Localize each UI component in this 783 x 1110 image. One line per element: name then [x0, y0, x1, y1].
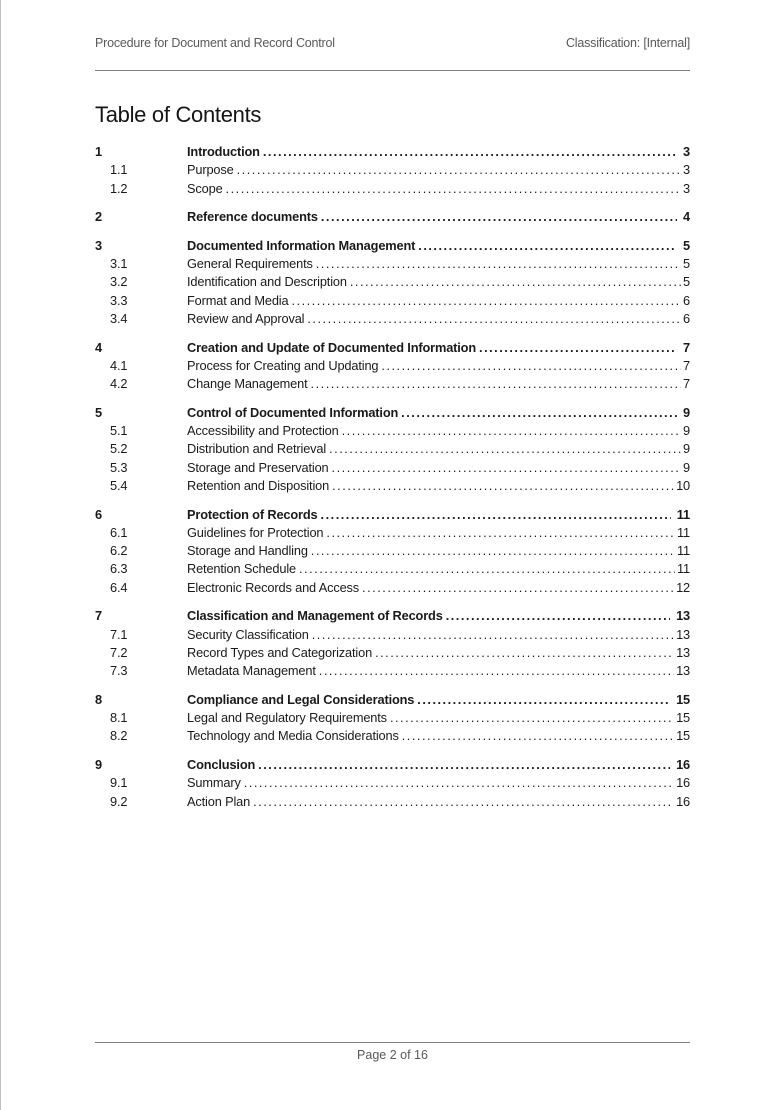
toc-entry-8.1[interactable] — [95, 709, 690, 727]
toc-entry-title: Creation and Update of Documented Information — [187, 339, 477, 355]
document-footer — [95, 1042, 690, 1063]
toc-entry-page-number: 15 — [676, 728, 690, 744]
toc-entry-title: Scope — [187, 180, 223, 196]
toc-dot-leader — [319, 662, 674, 680]
toc-dot-leader — [446, 607, 670, 625]
toc-dot-leader — [263, 143, 677, 161]
toc-entry-page-number: 13 — [676, 663, 690, 679]
toc-entry-7.1[interactable] — [95, 626, 690, 644]
toc-entry-number: 5.4 — [110, 477, 128, 493]
toc-entry-title: Guidelines for Protection — [187, 524, 324, 540]
toc-dot-leader — [381, 357, 681, 375]
toc-entry-page-number: 13 — [676, 608, 690, 624]
toc-entry-title: Metadata Management — [187, 663, 316, 679]
toc-entry-title: Control of Documented Information — [187, 404, 399, 420]
toc-dot-leader — [299, 560, 675, 578]
toc-dot-leader — [307, 310, 681, 328]
toc-entry-page-number: 15 — [676, 710, 690, 726]
document-header — [95, 0, 690, 71]
toc-entry-page-number: 5 — [683, 274, 690, 290]
toc-entry-3[interactable] — [95, 237, 690, 255]
toc-dot-leader — [253, 793, 674, 811]
toc-dot-leader — [312, 626, 674, 644]
toc-entry-number: 2 — [95, 209, 102, 225]
toc-entry-page-number: 9 — [683, 423, 690, 439]
toc-entry-title: Format and Media — [187, 292, 289, 308]
toc-dot-leader — [237, 161, 681, 179]
toc-entry-number: 9 — [95, 756, 102, 772]
toc-entry-number: 5 — [95, 404, 102, 420]
toc-dot-leader — [350, 273, 681, 291]
toc-entry-number: 5.1 — [110, 423, 128, 439]
toc-entry-number: 4 — [95, 339, 102, 355]
toc-dot-leader — [401, 404, 677, 422]
toc-entry-title: Action Plan — [187, 793, 251, 809]
toc-entry-6[interactable] — [95, 506, 690, 524]
toc-entry-page-number: 3 — [683, 180, 690, 196]
toc-entry-page-number: 9 — [683, 459, 690, 475]
toc-dot-leader — [417, 691, 670, 709]
toc-entry-title: Distribution and Retrieval — [187, 441, 327, 457]
toc-dot-leader — [418, 237, 677, 255]
toc-entry-9.2[interactable] — [95, 793, 690, 811]
toc-entry-1[interactable] — [95, 143, 690, 161]
toc-entry-8[interactable] — [95, 691, 690, 709]
toc-dot-leader — [402, 727, 674, 745]
toc-entry-number: 1.1 — [110, 162, 128, 178]
toc-entry-page-number: 6 — [683, 292, 690, 308]
toc-entry-title: Protection of Records — [187, 506, 318, 522]
toc-entry-page-number: 7 — [683, 339, 690, 355]
toc-entry-3.4[interactable] — [95, 310, 690, 328]
toc-entry-page-number: 15 — [676, 691, 690, 707]
footer-page-number: Page 2 of 16 — [357, 1048, 428, 1062]
toc-dot-leader — [258, 756, 670, 774]
toc-entry-1.1[interactable] — [95, 161, 690, 179]
toc-dot-leader — [311, 542, 675, 560]
toc-entry-number: 7 — [95, 608, 102, 624]
toc-entry-number: 4.1 — [110, 357, 128, 373]
toc-entry-number: 8 — [95, 691, 102, 707]
toc-entry-number: 5.3 — [110, 459, 128, 475]
toc-entry-4.1[interactable] — [95, 357, 690, 375]
toc-entry-page-number: 10 — [676, 477, 690, 493]
toc-entry-title: Summary — [187, 775, 241, 791]
toc-entry-page-number: 12 — [676, 579, 690, 595]
toc-entry-number: 7.3 — [110, 663, 128, 679]
toc-dot-leader — [332, 459, 682, 477]
toc-entry-2[interactable] — [95, 208, 690, 226]
toc-dot-leader — [226, 180, 681, 198]
toc-entry-number: 6.4 — [110, 579, 128, 595]
toc-entry-number: 5.2 — [110, 441, 128, 457]
toc-entry-number: 6 — [95, 506, 102, 522]
toc-dot-leader — [326, 524, 675, 542]
toc-entry-title: Security Classification — [187, 626, 309, 642]
toc-entry-number: 6.2 — [110, 543, 128, 559]
document-page — [95, 0, 690, 811]
toc-entry-4[interactable] — [95, 339, 690, 357]
toc-entry-page-number: 5 — [683, 256, 690, 272]
toc-entry-4.2[interactable] — [95, 375, 690, 393]
toc-dot-leader — [291, 292, 681, 310]
toc-entry-page-number: 3 — [683, 162, 690, 178]
toc-entry-page-number: 16 — [676, 756, 690, 772]
toc-entry-page-number: 11 — [676, 506, 690, 522]
toc-entry-page-number: 13 — [676, 626, 690, 642]
toc-entry-page-number: 16 — [676, 793, 690, 809]
toc-entry-3.1[interactable] — [95, 255, 690, 273]
toc-entry-number: 9.1 — [110, 775, 128, 791]
toc — [95, 143, 690, 811]
toc-entry-page-number: 4 — [683, 209, 690, 225]
toc-entry-title: Classification and Management of Records — [187, 608, 443, 624]
toc-entry-title: Process for Creating and Updating — [187, 357, 379, 373]
toc-entry-title: Change Management — [187, 376, 308, 392]
toc-entry-page-number: 6 — [683, 310, 690, 326]
toc-entry-number: 8.1 — [110, 710, 128, 726]
toc-entry-5.2[interactable] — [95, 440, 690, 458]
toc-dot-leader — [311, 375, 682, 393]
toc-dot-leader — [362, 579, 674, 597]
toc-entry-5.3[interactable] — [95, 459, 690, 477]
toc-entry-5.1[interactable] — [95, 422, 690, 440]
toc-entry-title: Purpose — [187, 162, 234, 178]
toc-entry-3.3[interactable] — [95, 292, 690, 310]
header-classification-label: Classification: [Internal] — [565, 36, 690, 50]
toc-entry-page-number: 13 — [676, 644, 690, 660]
toc-entry-3.2[interactable] — [95, 273, 690, 291]
toc-entry-6.1[interactable] — [95, 524, 690, 542]
toc-entry-number: 3 — [95, 237, 102, 253]
toc-entry-page-number: 11 — [677, 543, 690, 559]
toc-entry-title: Documented Information Management — [187, 237, 416, 253]
toc-entry-title: Legal and Regulatory Requirements — [187, 710, 387, 726]
toc-entry-6.2[interactable] — [95, 542, 690, 560]
toc-entry-title: Record Types and Categorization — [187, 644, 373, 660]
toc-entry-number: 7.1 — [110, 626, 128, 642]
toc-entry-title: Retention Schedule — [187, 561, 296, 577]
toc-entry-page-number: 9 — [683, 441, 690, 457]
header-document-title: Procedure for Document and Record Control — [95, 36, 335, 50]
toc-entry-number: 3.3 — [110, 292, 128, 308]
toc-entry-title: Retention and Disposition — [187, 477, 330, 493]
toc-entry-5.4[interactable] — [95, 477, 690, 495]
toc-entry-7[interactable] — [95, 607, 690, 625]
toc-dot-leader — [321, 506, 671, 524]
toc-dot-leader — [321, 208, 677, 226]
toc-entry-title: General Requirements — [187, 256, 313, 272]
toc-entry-page-number: 3 — [683, 144, 690, 159]
toc-dot-leader — [329, 440, 681, 458]
toc-dot-leader — [316, 255, 681, 273]
page-title: Table of Contents — [95, 102, 262, 127]
toc-dot-leader — [244, 774, 674, 792]
toc-entry-page-number: 9 — [683, 404, 690, 420]
toc-entry-6.4[interactable] — [95, 579, 690, 597]
toc-entry-number: 6.3 — [110, 561, 128, 577]
toc-entry-5[interactable] — [95, 404, 690, 422]
toc-dot-leader — [390, 709, 674, 727]
toc-entry-title: Electronic Records and Access — [187, 579, 360, 595]
toc-entry-page-number: 11 — [677, 524, 690, 540]
toc-entry-title: Storage and Preservation — [187, 459, 329, 475]
toc-dot-leader — [479, 339, 677, 357]
toc-entry-number: 7.2 — [110, 644, 128, 660]
toc-entry-9.1[interactable] — [95, 774, 690, 792]
toc-entry-title: Review and Approval — [187, 310, 305, 326]
toc-entry-number: 1 — [95, 144, 102, 159]
toc-entry-number: 3.2 — [110, 274, 128, 290]
toc-entry-title: Technology and Media Considerations — [187, 728, 399, 744]
toc-entry-8.2[interactable] — [95, 727, 690, 745]
toc-dot-leader — [332, 477, 674, 495]
page-left-edge-line — [0, 0, 1, 1110]
toc-entry-7.2[interactable] — [95, 644, 690, 662]
toc-entry-page-number: 16 — [676, 775, 690, 791]
toc-entry-6.3[interactable] — [95, 560, 690, 578]
toc-entry-1.2[interactable] — [95, 180, 690, 198]
toc-entry-title: Reference documents — [187, 209, 318, 225]
toc-entry-9[interactable] — [95, 756, 690, 774]
toc-entry-number: 8.2 — [110, 728, 128, 744]
toc-dot-leader — [375, 644, 674, 662]
toc-entry-7.3[interactable] — [95, 662, 690, 680]
toc-entry-title: Compliance and Legal Considerations — [187, 691, 415, 707]
toc-entry-title: Introduction — [187, 144, 260, 159]
toc-entry-number: 6.1 — [110, 524, 128, 540]
toc-entry-number: 4.2 — [110, 376, 128, 392]
toc-entry-number: 3.4 — [110, 310, 128, 326]
toc-entry-number: 1.2 — [110, 180, 128, 196]
toc-entry-page-number: 11 — [677, 561, 690, 577]
toc-entry-page-number: 7 — [683, 376, 690, 392]
toc-entry-page-number: 5 — [683, 237, 690, 253]
toc-entry-title: Storage and Handling — [187, 543, 308, 559]
toc-entry-title: Identification and Description — [187, 274, 347, 290]
toc-dot-leader — [342, 422, 681, 440]
toc-entry-title: Accessibility and Protection — [187, 423, 339, 439]
toc-entry-title: Conclusion — [187, 756, 256, 772]
toc-entry-number: 9.2 — [110, 793, 128, 809]
toc-entry-page-number: 7 — [683, 357, 690, 373]
toc-entry-number: 3.1 — [110, 256, 128, 272]
